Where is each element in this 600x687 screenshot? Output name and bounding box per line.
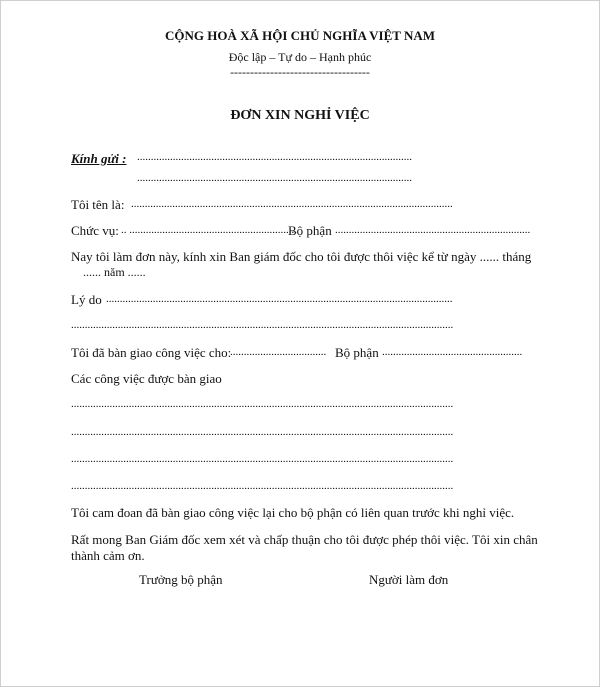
signature-left-label: Trưởng bộ phận [139,572,223,587]
reason-label: Lý do [71,292,102,307]
reason-field-2[interactable]: ........................................................................................................................................... [71,319,454,331]
plea-line-1: Rất mong Ban Giám đốc xem xét và chấp thuận cho tôi được phép thôi việc. Tôi xin chân [71,532,538,547]
signature-right-label: Người làm đơn [369,572,449,587]
motto: Độc lập – Tự do – Hạnh phúc [228,50,372,64]
handover-label: Tôi đã bàn giao công việc cho: [71,345,232,360]
nation-header: CỘNG HOÀ XÃ HỘI CHỦ NGHĨA VIỆT NAM [164,28,436,43]
handover-field[interactable]: ................................... [230,346,327,358]
name-field[interactable]: ..................................................................................................................... [131,198,453,210]
tasks-line[interactable]: ........................................................................................................................................... [71,480,454,492]
commitment-text: Tôi cam đoan đã bàn giao công việc lại cho bộ phận có liên quan trước khi nghỉ việc. [71,505,515,520]
position-field[interactable]: .. ............................................................. [121,224,297,236]
document-title: ĐƠN XIN NGHỈ VIỆC [230,108,370,123]
department-label: Bộ phận [288,223,332,238]
position-label: Chức vụ: [71,223,119,238]
request-line-1: Nay tôi làm đơn này, kính xin Ban giám đốc cho tôi được thôi việc kể từ ngày ...... tháng [71,249,532,264]
department-field[interactable]: ....................................................................... [335,224,531,236]
header-rule: ----------------------------------- [230,65,370,79]
tasks-label: Các công việc được bàn giao [71,371,222,386]
tasks-line[interactable]: ........................................................................................................................................... [71,453,454,465]
recipient-line-2[interactable]: .................................................................................................... [137,172,412,184]
plea-line-2: thành cảm ơn. [71,548,145,563]
request-line-2: ...... năm ...... [83,265,146,279]
name-label: Tôi tên là: [71,197,125,212]
handover-department-field[interactable]: ................................................... [382,346,523,358]
reason-field-1[interactable]: .............................................................................................................................. [106,293,453,305]
recipient-line-1[interactable]: .................................................................................................... [137,151,412,163]
recipient-label: Kính gửi : [71,151,127,166]
tasks-line[interactable]: ........................................................................................................................................... [71,398,454,410]
handover-department-label: Bộ phận [335,345,379,360]
tasks-line[interactable]: ........................................................................................................................................... [71,426,454,438]
